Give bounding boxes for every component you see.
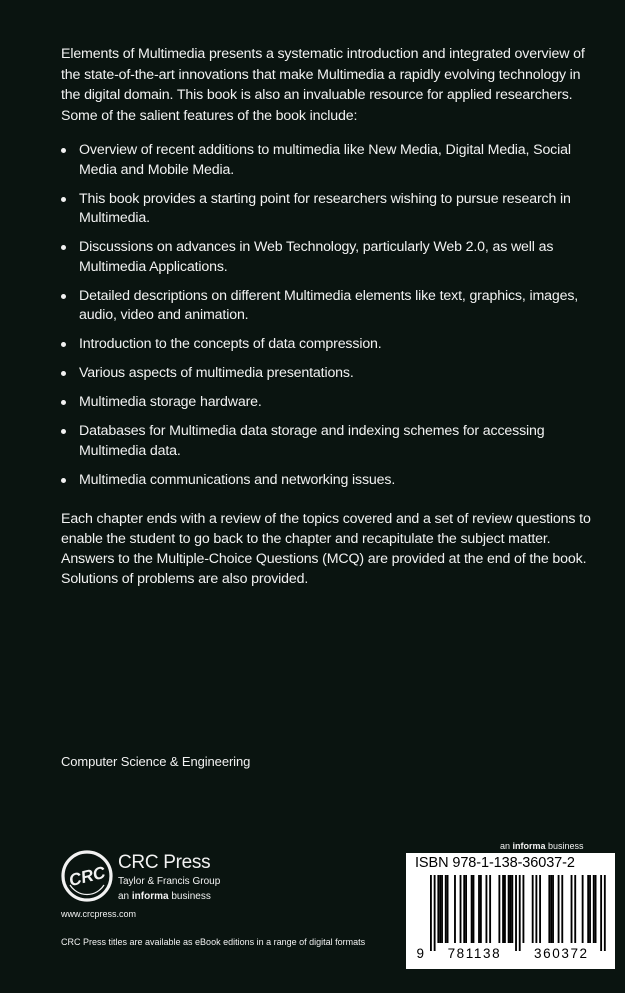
barcode-bar bbox=[558, 875, 560, 943]
feature-item bbox=[61, 471, 591, 491]
tagline-suffix: business bbox=[545, 841, 584, 851]
barcode-bar bbox=[515, 875, 517, 951]
barcode-bar bbox=[589, 875, 591, 943]
subject-category: Computer Science & Engineering bbox=[61, 754, 251, 769]
feature-text: Detailed descriptions on different Multimedia elements like text, graphics, images, audio, video and animation. bbox=[79, 287, 579, 323]
barcode-bar bbox=[463, 875, 465, 943]
barcode-bar bbox=[445, 875, 447, 943]
feature-item bbox=[61, 238, 591, 277]
tagline-brand: informa bbox=[131, 891, 169, 902]
barcode-bar bbox=[604, 875, 606, 951]
feature-text: Discussions on advances in Web Technology, particularly Web 2.0, as well as Multimedia Applications. bbox=[79, 239, 554, 275]
barcode-bar bbox=[430, 875, 432, 951]
barcode-bar bbox=[504, 875, 506, 943]
ebook-note: CRC Press titles are available as eBook editions in a range of digital formats bbox=[61, 937, 366, 947]
feature-text: Overview of recent additions to multimedia like New Media, Digital Media, Social Media and Mobile Media. bbox=[79, 142, 571, 178]
feature-text: Multimedia storage hardware. bbox=[79, 394, 262, 410]
barcode-bar bbox=[502, 875, 504, 943]
barcode-bar bbox=[486, 875, 488, 943]
barcode-bar bbox=[523, 875, 525, 943]
tagline-brand: informa bbox=[512, 841, 546, 851]
intro-paragraph: Elements of Multimedia presents a systematic introduction and integrated overview of the state-of-the-art innovations that make Multimedia a rapidly evolving technology in the digital domain. This book is also an invaluable resource for applied researchers. Some of the salient features of the book include: bbox=[61, 46, 585, 124]
bullet-icon bbox=[61, 342, 66, 347]
feature-item bbox=[61, 287, 591, 326]
bullet-icon bbox=[61, 245, 66, 250]
barcode-bar bbox=[447, 875, 449, 943]
feature-text: Various aspects of multimedia presentations. bbox=[79, 365, 354, 381]
tagline-prefix: an bbox=[118, 891, 132, 902]
barcode-digit-first: 9 bbox=[416, 946, 426, 959]
crc-logo-icon bbox=[60, 849, 114, 903]
feature-item bbox=[61, 422, 591, 461]
barcode-bar bbox=[465, 875, 467, 943]
barcode-digits-left: 781138 bbox=[447, 946, 502, 959]
barcode-bar bbox=[510, 875, 512, 943]
tagline-prefix: an bbox=[500, 841, 513, 851]
barcode-icon bbox=[416, 875, 606, 959]
barcode-bar bbox=[532, 875, 534, 943]
bullet-icon bbox=[61, 429, 66, 434]
barcode-bar bbox=[574, 875, 576, 943]
barcode-bar bbox=[561, 875, 563, 943]
bullet-icon bbox=[61, 478, 66, 483]
barcode-bar bbox=[539, 875, 541, 943]
barcode-bar bbox=[595, 875, 597, 943]
publisher-informa-tagline bbox=[118, 891, 211, 902]
publisher-url[interactable]: www.crcpress.com bbox=[61, 909, 137, 919]
bullet-icon bbox=[61, 148, 66, 153]
feature-item bbox=[61, 364, 591, 384]
barcode-bar bbox=[473, 875, 475, 943]
barcode-informa-tagline bbox=[500, 841, 584, 851]
barcode-bar bbox=[439, 875, 441, 943]
barcode-bar bbox=[498, 875, 500, 943]
barcode-bar bbox=[460, 875, 462, 943]
barcode-digits-right: 360372 bbox=[534, 946, 589, 959]
publisher-group: Taylor & Francis Group bbox=[118, 876, 221, 887]
feature-list bbox=[61, 141, 591, 500]
barcode-bar bbox=[548, 875, 550, 943]
feature-text: Introduction to the concepts of data compression. bbox=[79, 336, 382, 352]
barcode-bar bbox=[471, 875, 473, 943]
feature-text: Multimedia communications and networking issues. bbox=[79, 471, 396, 488]
barcode-bar bbox=[587, 875, 589, 943]
barcode-bar bbox=[552, 875, 554, 943]
barcode-bar bbox=[535, 875, 537, 943]
barcode-bar bbox=[441, 875, 443, 943]
barcode-bar bbox=[434, 875, 436, 951]
barcode-bar bbox=[519, 875, 521, 951]
barcode-bar bbox=[571, 875, 573, 943]
outro-paragraph: Each chapter ends with a review of the topics covered and a set of review questions to enable the student to go back to the chapter and recapitulate the subject matter. Answers to the Multiple-Choice Questions (MCQ) are provided at the end of the book. Solutions of problems are also provided. bbox=[61, 511, 591, 587]
bullet-icon bbox=[61, 400, 66, 405]
barcode-bar bbox=[489, 875, 491, 943]
feature-item bbox=[61, 190, 591, 229]
isbn-number: ISBN 978-1-138-36037-2 bbox=[415, 855, 575, 871]
barcode-bar bbox=[454, 875, 456, 943]
publisher-name: CRC Press bbox=[118, 852, 211, 873]
barcode-bar bbox=[480, 875, 482, 943]
crc-logo-text: CRC bbox=[66, 862, 108, 891]
feature-item bbox=[61, 335, 591, 355]
barcode-bar bbox=[550, 875, 552, 943]
barcode-bar bbox=[600, 875, 602, 951]
feature-item bbox=[61, 141, 591, 180]
bullet-icon bbox=[61, 294, 66, 299]
barcode-bar bbox=[508, 875, 510, 943]
tagline-suffix: business bbox=[168, 891, 211, 902]
barcode-bar bbox=[511, 875, 513, 943]
barcode-bar bbox=[478, 875, 480, 943]
barcode-bar bbox=[582, 875, 584, 943]
barcode-bar bbox=[437, 875, 439, 943]
feature-text: This book provides a starting point for researchers wishing to pursue research in Multimedia. bbox=[79, 190, 571, 226]
barcode-bar bbox=[593, 875, 595, 943]
bullet-icon bbox=[61, 371, 66, 376]
isbn-barcode bbox=[406, 853, 615, 969]
feature-text: Databases for Multimedia data storage and indexing schemes for accessing Multimedia data. bbox=[79, 423, 545, 459]
bullet-icon bbox=[61, 197, 66, 202]
feature-item bbox=[61, 393, 591, 413]
